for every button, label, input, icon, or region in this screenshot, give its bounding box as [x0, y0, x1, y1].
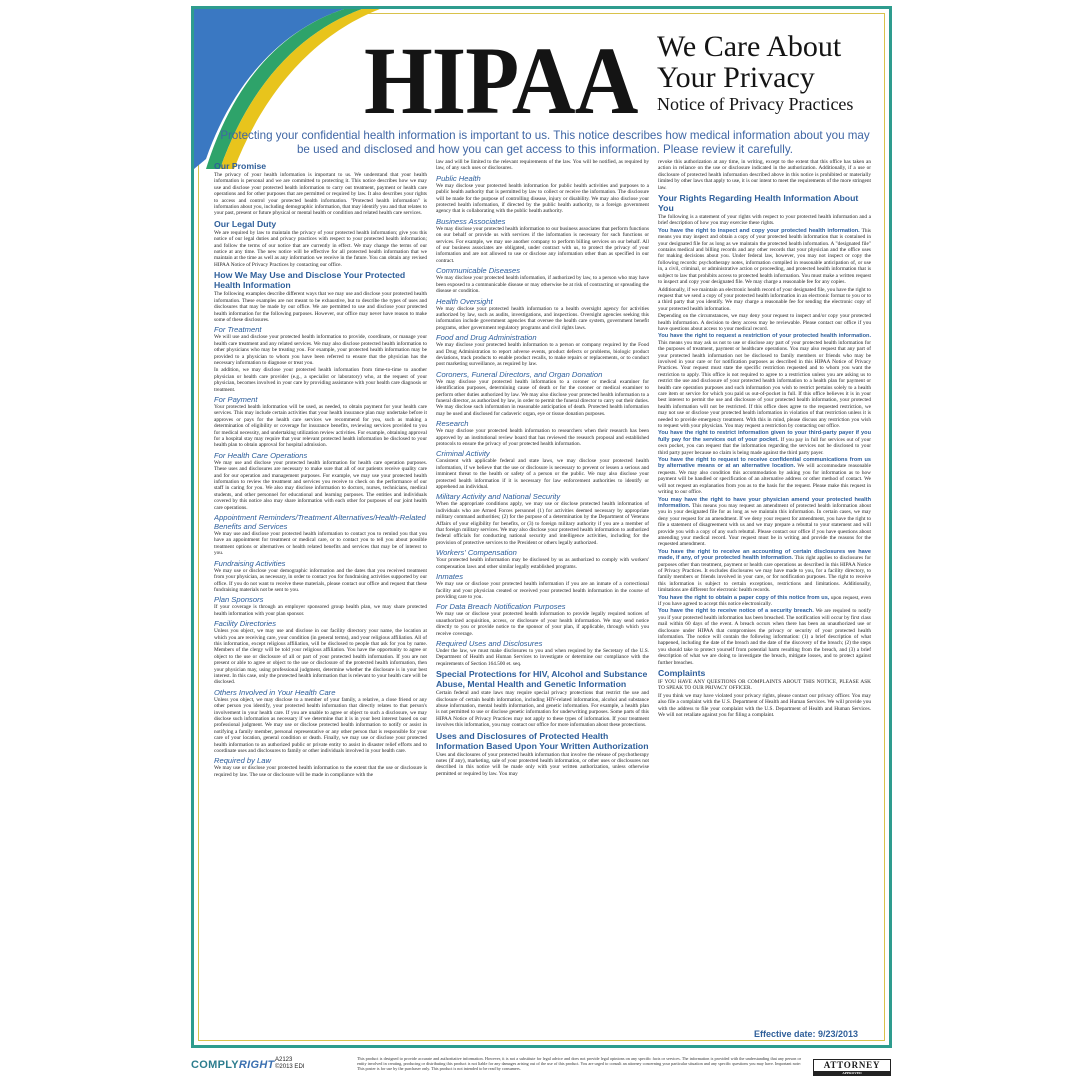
section-heading: How We May Use and Disclose Your Protected Health Information — [214, 270, 406, 291]
section-text: We may disclose your protected health information, if authorized by law, to a person who may have been exposed to a communicable disease or may otherwise be at risk of contracting or spreading the disease or condition. — [436, 275, 649, 295]
section-text: If your coverage is through an employer sponsored group health plan, we may share protected health information with your plan sponsor. — [214, 604, 427, 617]
complaints-caps: IF YOU HAVE ANY QUESTIONS OR COMPLAINTS ABOUT THIS NOTICE, PLEASE ASK TO SPEAK TO OUR PRIVACY OFFICER. — [658, 679, 871, 692]
right-paragraph — [658, 333, 871, 429]
section-text: We may disclose your protected health information to a health oversight agency for activities authorized by law, such as audits, investigations, and inspections. Oversight agencies seeking this information include government agencies that oversee the health care system, government benefit programs, other government regulatory programs and civil rights laws. — [436, 305, 649, 331]
right-text: We are required to notify you if your protected health information has been breached. The notification will occur by first class mail within 60 days of the event. A breach occurs when there has been an unauthorized use or disclosure under HIPAA that compromises the privacy or security of your protected health information. The notice will contain the following information: (1) a brief description of what happened, including the date of the breach and the date of the discovery of the breach; (2) the steps you should take to protect yourself from potential harm resulting from the breach, and (3) a brief description of what we are doing to investigate the breach, mitigate losses, and to protect against further breaches. — [658, 608, 871, 666]
section-text: We may use or disclose your protected health information if you are an inmate of a correctional facility and your physician created or received your protected health information in the course of providing care to you. — [436, 581, 649, 600]
section-heading: Special Protections for HIV, Alcohol and Substance Abuse, Mental Health and Genetic Information — [436, 669, 648, 690]
subsection-heading: Research — [436, 419, 469, 429]
page-title: HIPAA — [364, 27, 638, 134]
subsection-heading: Workers' Compensation — [436, 548, 517, 558]
right-highlight: You may have the right to have your physician amend your protected health information. — [658, 496, 871, 509]
right-highlight: You have the right to request to receive confidential communications from us by alternative means or at an alternative location. — [658, 457, 871, 470]
subsection-heading: Public Health — [436, 173, 481, 183]
subsection-heading: Others Involved in Your Health Care — [214, 687, 336, 697]
section-text: We may use and disclose your protected health information for health care operation purposes. These uses and disclosures are necessary to make sure that all of our patients receive quality care and for our operation and management purposes. For example, we may use your protected health information to review the treatment and services you receive to check on the performance of our staff in caring for you. We also may disclose information to doctors, nurses, technicians, medical students, and other personnel for educational and learning purposes. The entities and individuals covered by this notice also may share information with each other for purposes of our joint health care operations. — [214, 459, 427, 511]
attorney-approved-badge — [813, 1059, 891, 1076]
section-text: We may use or disclose your protected health information to provide legally required notices of unauthorized acquisition, access, or disclosure of your health information. We may send notice directly to you or provide notice to the sponsor of your plan, if applicable, through which you receive coverage. — [436, 611, 649, 637]
subsection-heading: Communicable Diseases — [436, 266, 520, 276]
section-heading: Your Rights Regarding Health Information About You — [658, 193, 859, 214]
logo-part: COMPLY — [191, 1059, 239, 1071]
subsection-heading: Plan Sponsors — [214, 595, 264, 605]
right-text: This means you may inspect and obtain a copy of your protected health information that is contained in your designated file for as long as we maintain the protected health information. A "designated file" contains medical and billing records and any other records that your physician and the office uses for making decisions about you. Under federal law, however, you may not inspect or copy the following records: psychotherapy notes, information compiled in reasonable anticipation of, or use in, a civil, criminal, or administrative action or proceeding, and protected health information that is subject to law that prohibits access to protected health information. You must make a written request to inspect and copy your designated file. We may charge a reasonable fee for any copies. — [658, 227, 871, 286]
section-text: Certain federal and state laws may require special privacy protections that restrict the use and disclosure of certain health information, including HIV-related information, alcohol and substance abuse information, mental health information, and genetic information. For example, a health plan is not permitted to use or disclose genetic information for underwriting purposes. Some parts of this HIPAA Notice of Privacy Practices may not apply to these types of information. If your treatment involves this information, you may contact our office for more information about these protections. — [436, 690, 649, 729]
section-text: We will use and disclose your protected health information to provide, coordinate, or manage your health care treatment and any related services. We may also disclose protected health information to other physicians who may be treating you. For example, your protected health information may be provided to a physician to whom you have been referred to ensure that the physician has the necessary information to diagnose or treat you. — [214, 334, 427, 366]
subsection-heading: Facility Directories — [214, 619, 277, 629]
footer — [191, 1052, 892, 1078]
complyright-logo — [191, 1059, 275, 1071]
subsection-heading: Business Associates — [436, 216, 506, 226]
subsection-heading: Appointment Reminders/Treatment Alternatives/Health-Related Benefits and Services — [214, 513, 426, 532]
subsection-heading: Required by Law — [214, 756, 271, 766]
right-text: We will accommodate reasonable requests. We may also condition this accommodation by asking you for information as to how payment will be handled or specification of an alternative address or other method of contact. We will not request an explanation from you as to the basis for the request. Please make this request in writing to our office. — [658, 463, 871, 496]
fine-print: This product is designed to provide accurate and authoritative information. However, it is not a substitute for legal advice and does not provide legal opinions on any specific facts or services. The information is provided with the understanding that any person or entity involved in creating, producing or distributing this product is not liable for any damages arising out of the use of this product. You are urged to consult an attorney concerning your particular situation and any specific questions you may have. Important note: This poster is for use by the purchaser only. This product is not intended to be read by consumers. — [357, 1056, 801, 1071]
section-text: Your protected health information may be disclosed by us as authorized to comply with workers' compensation laws and other similar legally established programs. — [436, 557, 649, 570]
right-highlight: You have the right to receive an accounting of certain disclosures we have made, if any, of your protected health information. — [658, 548, 871, 562]
section-text: In addition, we may disclose your protected health information from time-to-time to another physician or health care provider (e.g., a specialist or laboratory) who, at the request of your physician, becomes involved in your care by providing assistance with your health care diagnosis or treatment. — [214, 367, 427, 393]
subsection-heading: Food and Drug Administration — [436, 333, 537, 343]
section-text: When the appropriate conditions apply, we may use or disclose protected health information of individuals who are Armed Forces personnel (1) for activities deemed necessary by appropriate military command authorities; (2) for the purpose of a determination by the Department of Veterans Affairs of your eligibility for benefits, or (3) to foreign military authority if you are a member of that foreign military services. We may also disclose your protected health information to authorized federal officials for conducting national security and intelligence activities, including for the provision of protective services to the President or others legally authorized. — [436, 501, 649, 546]
right-text: This means you may request an amendment of protected health information about you in your designated file for as long as we maintain this information. In certain cases, we may deny your request for an amendment. If we deny your request for amendment, you have the right to file a statement of disagreement with us and we may prepare a rebuttal to your statement and will provide you with a copy of any such rebuttal. Please contact our office if you have questions about amending your medical record. Your request must be in writing and provide the reasons for the requested amendment. — [658, 502, 871, 548]
section-heading: Uses and Disclosures of Protected Health Information Based Upon Your Written Authorization — [436, 730, 649, 751]
copyright-text: ©2013 EDI — [275, 1064, 305, 1070]
right-highlight: You have the right to receive notice of a security breach. — [658, 608, 814, 615]
right-paragraph — [658, 457, 871, 495]
right-highlight: You have the right to inspect and copy your protected health information. — [658, 227, 860, 234]
section-text: We may disclose your protected health information to a coroner or medical examiner for identification purposes, determining cause of death or for the coroner or medical examiner to perform other duties authorized by law. We may also disclose your protected health information to a funeral director, as authorized by law, in order to permit the funeral director to carry out their duties. We may disclose such information in reasonable anticipation of death. Protected health information may be used and disclosed for cadaveric organ, eye or tissue donation purposes. — [436, 378, 649, 417]
subtitle-line: Your Privacy — [657, 61, 815, 94]
right-text: This means you may ask us not to use or disclose any part of your protected health information for the purposes of treatment, payment or healthcare operations. You may also request that any part of your protected health information not be disclosed to family members or friends who may be involved in your care or for notification purposes as described in this HIPAA Notice of Privacy Practices. Your request must state the specific restriction requested and to whom you want the restriction to apply. This office is not required to agree to a restriction unless you are asking us to restrict the use and disclosure of your protected health information to a health plan for payment or health care operation purposes and such information you wish to restrict pertains solely to a health care item or service for which you paid us out-of-pocket in full. If this office believes it is in your best interest to permit the use and disclosure of your protected health information, your protected health information will not be restricted. If this office does agree to the requested restriction, we may not use or disclose your protected health information in violation of that restriction unless it is needed to provide emergency treatment. With this in mind, please discuss any restriction you wish to request with your physician. You may request a restriction by contacting our office. — [658, 339, 871, 430]
right-highlight: You have the right to obtain a paper copy of this notice from us, — [658, 594, 830, 601]
column-1 — [214, 159, 427, 1019]
section-text: Unless you object, we may disclose to a member of your family, a relative, a close friend or any other person you identify, your protected health information that directly relates to that person's involvement in your health care. If you are unable to agree or object to such a disclosure, we may disclose such information as necessary if we determine that it is in your best interest based on our professional judgment. We may use or disclose protected health information to notify or assist in notifying a family member, personal representative or any other person that is responsible for your care of your location, general condition or death. Finally, we may use or disclose your protected health information to an authorized public or private entity to assist in disaster relief efforts and to coordinate uses and disclosures to family or other individuals involved in your health care. — [214, 696, 427, 755]
section-heading: Our Legal Duty — [214, 218, 277, 229]
section-text: Uses and disclosures of your protected health information that involve the release of psychotherapy notes (if any), marketing, sale of your protected health information, or other uses or disclosures not described in this notice will be made only with your written authorization, unless otherwise permitted or required by law. You may — [436, 751, 649, 777]
section-heading: Our Promise — [214, 161, 267, 171]
section-text: We may use and disclose your protected health information to contact you to remind you that you have an appointment for treatment or medical care, or to contact you to tell you about possible treatment options or alternatives or health related benefits and services that may be of interest to you. — [214, 531, 427, 557]
section-text: We may use or disclose your protected health information to the extent that the use or disclosure is required by law. The use or disclosure will be made in compliance with the — [214, 765, 427, 778]
right-text: If you pay in full for services out of your own pocket, you can request that the information regarding the services not be disclosed to your third party payer because no claim is being made against the third party payer. — [658, 436, 871, 456]
right-paragraph — [658, 430, 871, 456]
section-text: If you think we may have violated your privacy rights, please contact our privacy officer. You may also file a complaint with the U.S. Department of Health and Human Services. We will provide you with the address to file your complaint with the U.S. Department of Health and Human Services. We will not retaliate against you for filing a complaint. — [658, 692, 871, 719]
section-text: We may disclose your protected health information for public health activities and purposes to a public health authority that is permitted by law to collect or receive the information. The disclosure will be made for the purpose of controlling disease, injury or disability. We may also disclose your protected health information, if directed by the public health authority, to a foreign government agency that is collaborating with the public health authority. — [436, 182, 649, 215]
badge-text: ATTORNEY — [823, 1060, 881, 1070]
section-text: Consistent with applicable federal and state laws, we may disclose your protected health information, if we believe that the use or disclosure is necessary to prevent or lessen a serious and imminent threat to the health or safety of a person or the public. We may also disclose your protected health information if it is necessary for law enforcement authorities to identify or apprehend an individual. — [436, 458, 649, 491]
section-text: revoke this authorization at any time, in writing, except to the extent that this office has taken an action in reliance on the use or disclosure indicated in the authorization. Additionally, if a use or disclosure of protected health information described above in this notice is prohibited or materially limited by other laws that apply to use, it is our intent to meet the requirements of the more stringent law. — [658, 159, 871, 191]
subsection-heading: Military Activity and National Security — [436, 492, 561, 502]
section-text: We may disclose your protected health information to our business associates that perform functions on our behalf or provide us with services if the information is necessary for such functions or services. For example, we may use another company to perform billing services on our behalf. All of our business associates are obligated, under contract with us, to protect the privacy of your information and are not allowed to use or disclose any information other than as specified in our contract. — [436, 225, 649, 264]
section-text: Additionally, if we maintain an electronic health record of your designated file, you have the right to request that we send a copy of your protected health information in an electronic format to you or to a third party that you identify. We may charge a reasonable fee for sending the electronic copy of your protected health information. — [658, 286, 871, 312]
section-text: law and will be limited to the relevant requirements of the law. You will be notified, as required by law, of any such uses or disclosures. — [436, 159, 649, 172]
section-text: We are required by law to maintain the privacy of your protected health information; give you this notice of our legal duties and privacy practices with respect to your protected health information; and follow the terms of our notice that are currently in effect. We may change the terms of our notice at any time. The new notice will be effective for all protected health information that we maintain at the time as well as any information we receive in the future. You can obtain any revised HIPAA Notice of Privacy Practices by contacting our office. — [214, 229, 427, 268]
section-text: Your protected health information will be used, as needed, to obtain payment for your health care services. This may include certain activities that your health insurance plan may undertake before it approves or pays for the health care services we recommend for you, such as making a determination of eligibility or coverage for insurance benefits, reviewing services provided to you for medical necessity, and undertaking utilization review activities. For example, obtaining approval for a hospital stay may require that your relevant protected health information be disclosed to your health plan to obtain approval for hospital admission. — [214, 403, 427, 449]
section-text: We may disclose your protected health information to researchers when their research has been approved by an institutional review board that has reviewed the research proposal and established protocols to ensure the privacy of your protected health information. — [436, 428, 649, 447]
right-paragraph — [658, 497, 871, 548]
right-text: upon request, even if you have agreed to accept this notice electronically. — [658, 594, 871, 607]
subsection-heading: Inmates — [436, 572, 464, 582]
subsection-heading: For Payment — [214, 394, 258, 404]
section-heading: Complaints — [658, 668, 706, 679]
column-3 — [658, 159, 871, 1019]
subsection-heading: For Treatment — [214, 325, 262, 335]
right-paragraph — [658, 595, 871, 608]
section-text: The following is a statement of your rights with respect to your protected health information and a brief description of how you may exercise these rights. — [658, 214, 871, 227]
right-paragraph — [658, 549, 871, 594]
section-text: Unless you object, we may use and disclose in our facility directory your name, the location at which you are receiving care, your condition (in general terms), and your religious affiliation. All of this information, except religious affiliation, will be disclosed to people that ask for you by name. Members of the clergy will be told your religious affiliation. You have the opportunity to agree or object to the use or disclosure of all or part of your protected health information. If you are not present or able to agree or object to the use or disclosure of the protected health information, then your physician may, using professional judgment, determine whether the disclosure is in your best interest. In this case, only the protected health information that is relevant to your health care will be disclosed. — [214, 628, 427, 686]
badge-subtext: APPROVED — [814, 1071, 890, 1075]
effective-date: Effective date: 9/23/2013 — [754, 1029, 859, 1039]
right-paragraph — [658, 228, 871, 286]
subsection-heading: Criminal Activity — [436, 449, 490, 459]
notice-title: Notice of Privacy Practices — [657, 94, 854, 114]
code-text: A2123 — [275, 1057, 293, 1063]
notice-poster — [191, 6, 892, 1048]
column-2 — [436, 159, 649, 1019]
right-paragraph — [658, 608, 871, 666]
intro-text: Protecting your confidential health information is important to us. This notice describes how medical information about you may be used and disclosed and how you can get access to this information. Please review it carefully. — [220, 129, 870, 156]
logo-part: RIGHT — [238, 1059, 275, 1071]
subsection-heading: Fundraising Activities — [214, 558, 286, 568]
right-highlight: You have the right to restrict information given to your third-party payer if you fully pay for the services out of your pocket. — [658, 430, 871, 443]
subsection-heading: For Data Breach Notification Purposes — [436, 602, 566, 612]
section-text: Depending on the circumstances, we may deny your request to inspect and/or copy your protected health information. A decision to deny access may be reviewable. Please contact our office if you have questions about access to your medical record. — [658, 313, 871, 332]
subsection-heading: For Health Care Operations — [214, 450, 308, 460]
product-code — [275, 1057, 304, 1071]
subtitle-line: We Care About — [657, 30, 842, 63]
section-text: We may use or disclose your demographic information and the dates that you received treatment from your physician, as necessary, in order to contact you for fundraising activities supported by our office. If you do not want to receive these materials, please contact our office and request that these fundraising materials not be sent to you. — [214, 567, 427, 593]
right-highlight: You have the right to request a restriction of your protected health information. — [658, 333, 871, 340]
section-text: The privacy of your health information is important to us. We understand that your health information is personal and we are committed to protecting it. This notice describes how we may use and disclose your protected health information to carry out treatment, payment or health care operations and for other purposes that are permitted or required by law. It also describes your rights to access and control your protected health information. "Protected health information" is information about you, including demographic information, that may identify you and that relates to your past, present or future physical or mental health or condition and related health care services. — [214, 172, 427, 217]
subsection-heading: Health Oversight — [436, 296, 493, 306]
subsection-heading: Required Uses and Disclosures — [436, 638, 543, 648]
subsection-heading: Coroners, Funeral Directors, and Organ Donation — [436, 369, 603, 379]
right-text: This right applies to disclosures for purposes other than treatment, payment or health care operations as described in this HIPAA Notice of Privacy Practices. It excludes disclosures we may have made to you, for a facility directory, to family members or friends involved in your care, or for notification purposes. The right to receive this information is subject to certain exceptions, restrictions and limitations. Additionally, limitations are different for electronic health records. — [658, 555, 871, 594]
section-text: We may disclose your protected health information to a person or company required by the Food and Drug Administration to report adverse events, product defects or problems, biologic product deviations, track products to enable product recalls, to make repairs or replacements, or to conduct post marketing surveillance, as required by law. — [436, 342, 649, 368]
section-text: Under the law, we must make disclosures to you and when required by the Secretary of the U.S. Department of Health and Human Services to investigate or determine our compliance with the requirements of Section 164.500 et. seq. — [436, 647, 649, 667]
section-text: The following examples describe different ways that we may use and disclose your protected health information. These examples are not meant to be exhaustive, but to describe the types of uses and disclosures that may be made by our office. We are permitted to use and disclose your protected health information for the following purposes. However, our office may never have reason to make some of these disclosures. — [214, 291, 427, 323]
subtitle — [657, 31, 841, 93]
